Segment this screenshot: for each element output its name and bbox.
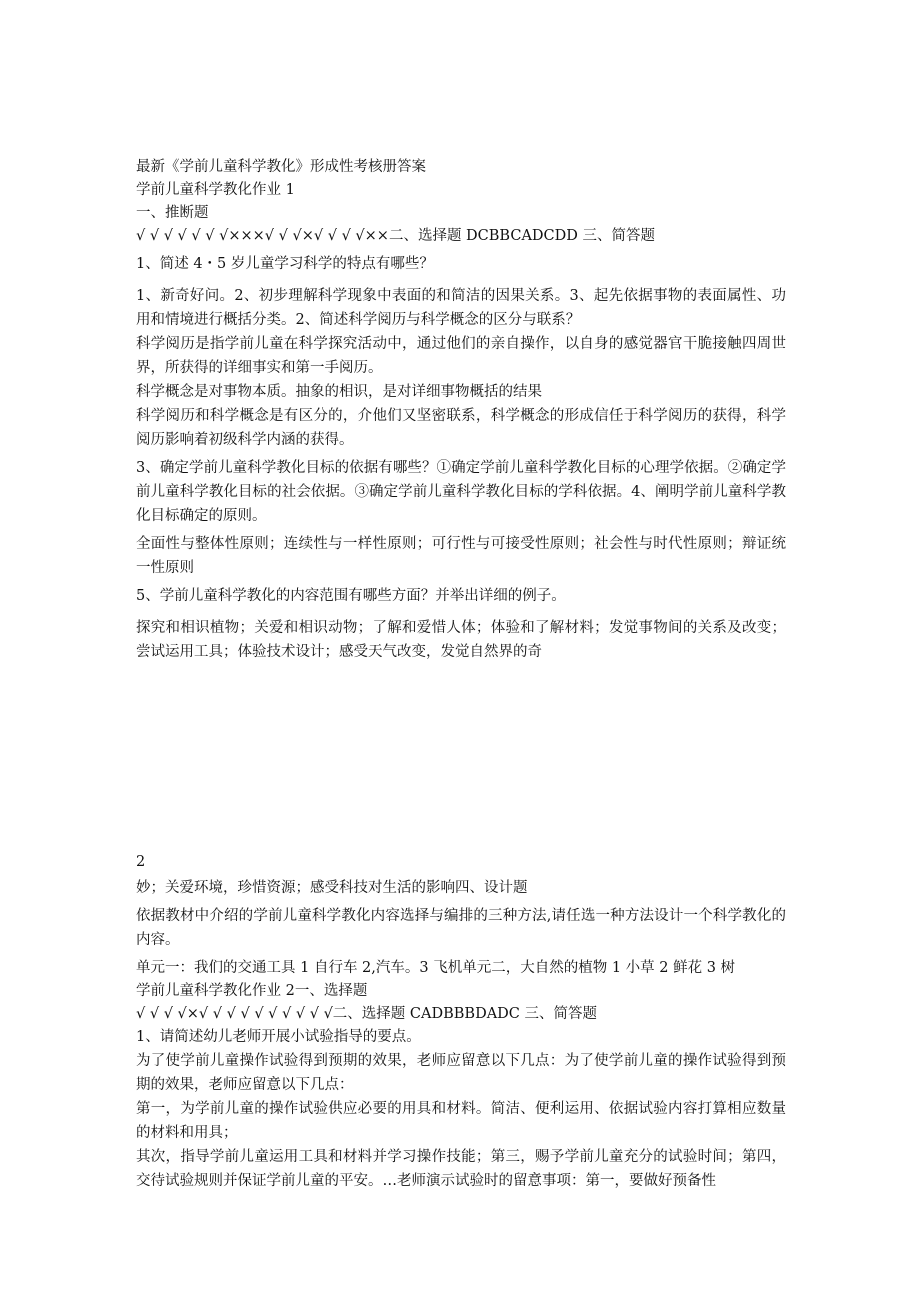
design-question: 依据教材中介绍的学前儿童科学教化内容选择与编排的三种方法,请任选一种方法设计一个科学教化的内容。: [136, 908, 786, 948]
page2-answer-1-para1: 第一，为学前儿童的操作试验供应必要的用具和材料。简洁、便利运用、依据试验内容打算相应数量的材料和用具；: [136, 1101, 786, 1141]
section1-heading: 一、推断题: [136, 205, 209, 221]
page2-answer-1-para2: 其次，指导学前儿童运用工具和材料并学习操作技能；第三，赐予学前儿童充分的试验时间；第四，交待试验规则并保证学前儿童的平安。…老师演示试验时的留意事项：第一，要做好预备性: [136, 1149, 786, 1189]
assignment1-heading: 学前儿童科学教化作业 1: [136, 182, 295, 198]
question-1: 1、简述 4・5 岁儿童学习科学的特点有哪些？: [136, 256, 434, 272]
answer-4: 全面性与整体性原则；连续性与一样性原则；可行性与可接受性原则；社会性与时代性原则；辩证统一性原则: [136, 536, 786, 576]
answers-line-1: √ √ √ √ √ √ √×××√ √ √×√ √ √ √××二、选择题 DCBBCADCDD 三、简答题: [136, 228, 656, 244]
answers-line-2: √ √ √ √×√ √ √ √ √ √ √ √ √ √二、选择题 CADBBBDADC 三、简答题: [136, 1006, 598, 1022]
answer-2-part3: 科学阅历和科学概念是有区分的，介他们又坚密联系，科学概念的形成信任于科学阅历的获得，科学阅历影响着初级科学内涵的获得。: [136, 408, 786, 448]
page-number: 2: [136, 854, 146, 870]
page1-content: [136, 156, 786, 664]
assignment2-heading: 学前儿童科学教化作业 2一、选择题: [136, 983, 368, 999]
design-answer: 单元一：我们的交通工具 1 自行车 2,汽车。3 飞机单元二，大自然的植物 1 小草 2 鲜花 3 树: [136, 960, 736, 976]
answer-5: 探究和相识植物；关爱和相识动物；了解和爱惜人体；体验和了解材料；发觉事物间的关系及改变；尝试运用工具；体验技术设计；感受天气改变，发觉自然界的奇: [136, 620, 786, 660]
document-title: 最新《学前儿童科学教化》形成性考核册答案: [136, 159, 426, 175]
answer-1: 1、新奇好问。2、初步理解科学现象中表面的和简洁的因果关系。3、起先依据事物的表面属性、功用和情境进行概括分类。2、简述科学阅历与科学概念的区分与联系？: [136, 288, 786, 328]
page2-answer-1: 为了使学前儿童操作试验得到预期的效果，老师应留意以下几点：为了使学前儿童的操作试验得到预期的效果，老师应留意以下几点：: [136, 1053, 786, 1093]
question-5: 5、学前儿童科学教化的内容范围有哪些方面？并举出详细的例子。: [136, 588, 566, 604]
continuation-text: 妙；关爱环境，珍惜资源；感受科技对生活的影响四、设计题: [136, 880, 528, 896]
question-3: 3、确定学前儿童科学教化目标的依据有哪些？①确定学前儿童科学教化目标的心理学依据。②确定学前儿童科学教化目标的社会依据。③确定学前儿童科学教化目标的学科依据。4、阐明学前儿童科学教化目标确定的原则。: [136, 460, 786, 524]
page2-question-1: 1、请简述幼儿老师开展小试验指导的要点。: [136, 1029, 421, 1045]
answer-2-part2: 科学概念是对事物本质。抽象的相识，是对详细事物概括的结果: [136, 384, 542, 400]
page2-content: [136, 876, 786, 1193]
answer-2-part1: 科学阅历是指学前儿童在科学探究活动中，通过他们的亲自操作，以自身的感觉器官干脆接触四周世界，所获得的详细事实和第一手阅历。: [136, 336, 786, 376]
